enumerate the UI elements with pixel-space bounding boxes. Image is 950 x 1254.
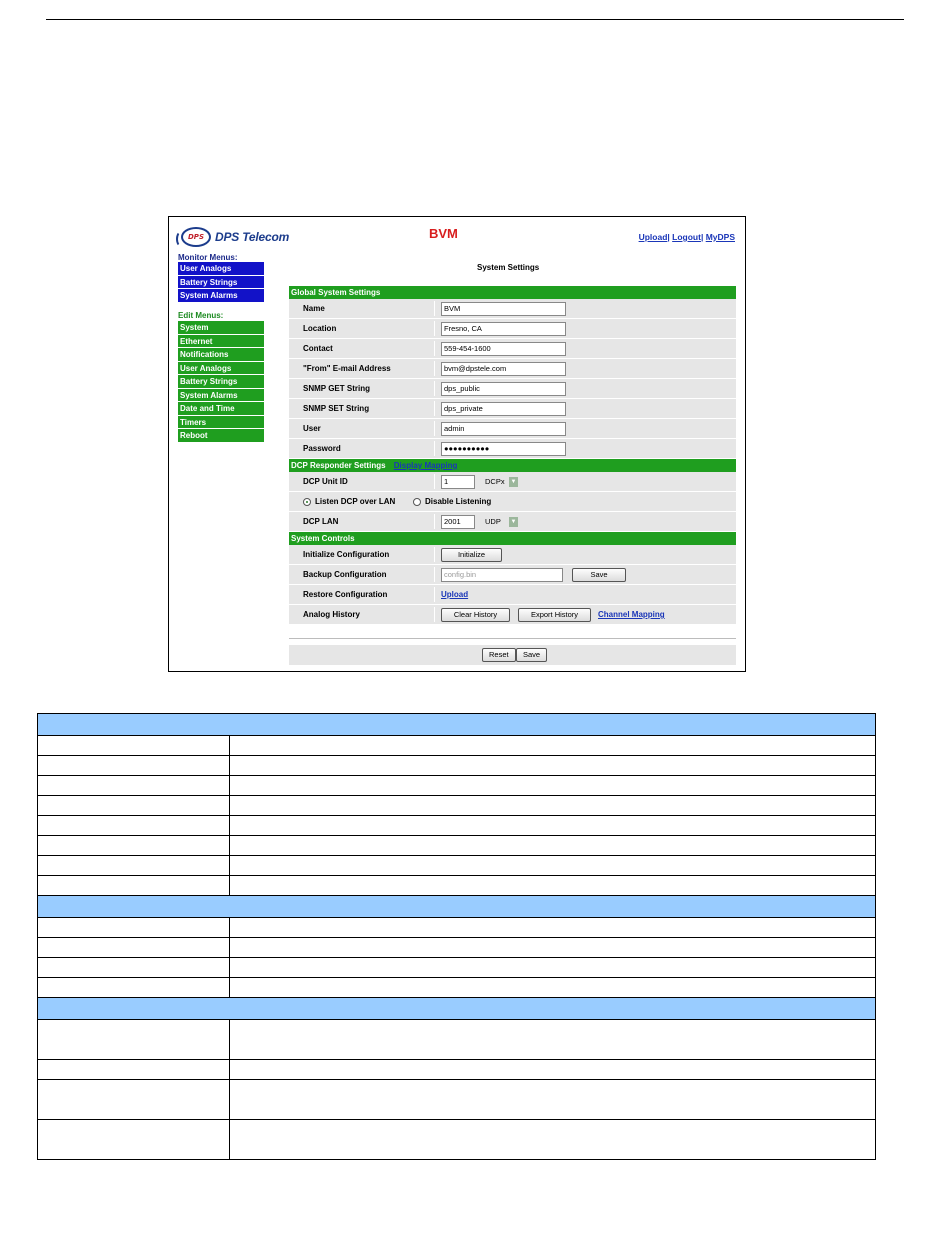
system-controls-header: System Controls: [289, 532, 736, 545]
location-input[interactable]: Fresno, CA: [441, 322, 566, 336]
setting-row-password: [289, 439, 736, 459]
table-row: [38, 958, 876, 978]
monitor-menu: [178, 262, 264, 303]
table-row: [38, 978, 876, 998]
dcp-lan-protocol-select[interactable]: [483, 515, 518, 529]
table-header-row: [38, 714, 876, 736]
radio-unselected-icon[interactable]: [413, 498, 421, 506]
select-value: DCPx: [485, 477, 505, 486]
field-label: Location: [303, 324, 337, 333]
dcp-unit-id-input[interactable]: 1: [441, 475, 475, 489]
setting-row-dcp-unit: [289, 472, 736, 492]
display-mapping-link[interactable]: Display Mapping: [393, 461, 458, 470]
table-row: [38, 776, 876, 796]
field-label: User: [303, 424, 321, 433]
field-label: Backup Configuration: [303, 570, 387, 579]
radio-label: Listen DCP over LAN: [315, 497, 396, 506]
field-label: "From" E-mail Address: [303, 364, 391, 373]
setting-row-email: [289, 359, 736, 379]
setting-row-snmp-set: [289, 399, 736, 419]
settings-form: [289, 286, 736, 625]
field-label: Analog History: [303, 610, 360, 619]
dps-logo-icon: DPS: [181, 227, 211, 247]
monitor-item-user-analogs[interactable]: User Analogs: [178, 262, 264, 276]
table-row: [38, 796, 876, 816]
edit-item-system-alarms[interactable]: System Alarms: [178, 389, 264, 403]
device-title: BVM: [429, 226, 458, 241]
description-table: [37, 713, 876, 1160]
reset-button[interactable]: Reset: [482, 648, 516, 662]
top-rule: [46, 19, 904, 20]
field-label: Password: [303, 444, 341, 453]
edit-menus-heading: Edit Menus:: [178, 311, 224, 320]
setting-row-user: [289, 419, 736, 439]
field-label: Name: [303, 304, 325, 313]
edit-menu: [178, 321, 264, 443]
chevron-down-icon: ▼: [510, 519, 517, 525]
setting-row-snmp-get: [289, 379, 736, 399]
export-history-button[interactable]: Export History: [518, 608, 591, 622]
footer-divider: [289, 638, 736, 639]
select-value: UDP: [485, 517, 501, 526]
field-label: SNMP SET String: [303, 404, 370, 413]
user-input[interactable]: admin: [441, 422, 566, 436]
table-row: [38, 736, 876, 756]
save-button[interactable]: Save: [516, 648, 547, 662]
table-row: [38, 1120, 876, 1160]
edit-item-system[interactable]: System: [178, 321, 264, 335]
channel-mapping-link[interactable]: Channel Mapping: [598, 610, 665, 619]
edit-item-ethernet[interactable]: Ethernet: [178, 335, 264, 349]
edit-item-date-and-time[interactable]: Date and Time: [178, 402, 264, 416]
field-label: DCP LAN: [303, 517, 339, 526]
field-label: SNMP GET String: [303, 384, 370, 393]
control-row-initialize: [289, 545, 736, 565]
field-label: DCP Unit ID: [303, 477, 348, 486]
dcp-lan-port-input[interactable]: 2001: [441, 515, 475, 529]
table-header-row: [38, 896, 876, 918]
dcp-settings-header: [289, 459, 736, 472]
contact-input[interactable]: 559-454-1600: [441, 342, 566, 356]
radio-selected-icon[interactable]: [303, 498, 311, 506]
from-email-input[interactable]: bvm@dpstele.com: [441, 362, 566, 376]
footer-bar: [289, 645, 736, 665]
chevron-down-icon: ▼: [510, 479, 517, 485]
field-label: Contact: [303, 344, 333, 353]
listen-lan-option[interactable]: [303, 497, 395, 506]
snmp-get-input[interactable]: dps_public: [441, 382, 566, 396]
table-row: [38, 816, 876, 836]
initialize-button[interactable]: Initialize: [441, 548, 502, 562]
control-row-backup: [289, 565, 736, 585]
top-links: Upload| Logout| MyDPS: [638, 232, 735, 242]
edit-item-battery-strings[interactable]: Battery Strings: [178, 375, 264, 389]
setting-row-name: [289, 299, 736, 319]
field-label: Initialize Configuration: [303, 550, 390, 559]
table-row: [38, 756, 876, 776]
page-title: System Settings: [477, 263, 540, 272]
logo-text: DPS Telecom: [215, 230, 290, 244]
dps-logo: [181, 226, 289, 248]
monitor-item-battery-strings[interactable]: Battery Strings: [178, 276, 264, 290]
dcp-protocol-select[interactable]: [483, 475, 518, 489]
monitor-menus-heading: Monitor Menus:: [178, 253, 238, 262]
table-row: [38, 1060, 876, 1080]
edit-item-notifications[interactable]: Notifications: [178, 348, 264, 362]
table-row: [38, 836, 876, 856]
control-row-history: [289, 605, 736, 625]
logout-link[interactable]: Logout: [672, 232, 701, 242]
table-header-row: [38, 998, 876, 1020]
edit-item-reboot[interactable]: Reboot: [178, 429, 264, 443]
edit-item-user-analogs[interactable]: User Analogs: [178, 362, 264, 376]
table-row: [38, 938, 876, 958]
setting-row-listen-mode: [289, 492, 736, 512]
table-row: [38, 876, 876, 896]
radio-label: Disable Listening: [425, 497, 492, 506]
backup-save-button[interactable]: Save: [572, 568, 626, 582]
edit-item-timers[interactable]: Timers: [178, 416, 264, 430]
dcp-heading: DCP Responder Settings: [291, 461, 386, 470]
monitor-item-system-alarms[interactable]: System Alarms: [178, 289, 264, 303]
table-row: [38, 856, 876, 876]
restore-upload-link[interactable]: Upload: [441, 590, 469, 599]
upload-link[interactable]: Upload: [638, 232, 668, 242]
backup-filename-input[interactable]: config.bin: [441, 568, 563, 582]
table-row: [38, 918, 876, 938]
name-input[interactable]: BVM: [441, 302, 566, 316]
global-settings-header: Global System Settings: [289, 286, 736, 299]
control-row-restore: [289, 585, 736, 605]
clear-history-button[interactable]: Clear History: [441, 608, 510, 622]
table-row: [38, 1080, 876, 1120]
password-input[interactable]: ●●●●●●●●●●: [441, 442, 566, 456]
setting-row-contact: [289, 339, 736, 359]
disable-listening-option[interactable]: [413, 497, 491, 506]
bvm-screenshot: [168, 216, 746, 672]
field-label: Restore Configuration: [303, 590, 388, 599]
mydps-link[interactable]: MyDPS: [705, 232, 735, 242]
table-row: [38, 1020, 876, 1060]
setting-row-location: [289, 319, 736, 339]
setting-row-dcp-lan: [289, 512, 736, 532]
snmp-set-input[interactable]: dps_private: [441, 402, 566, 416]
